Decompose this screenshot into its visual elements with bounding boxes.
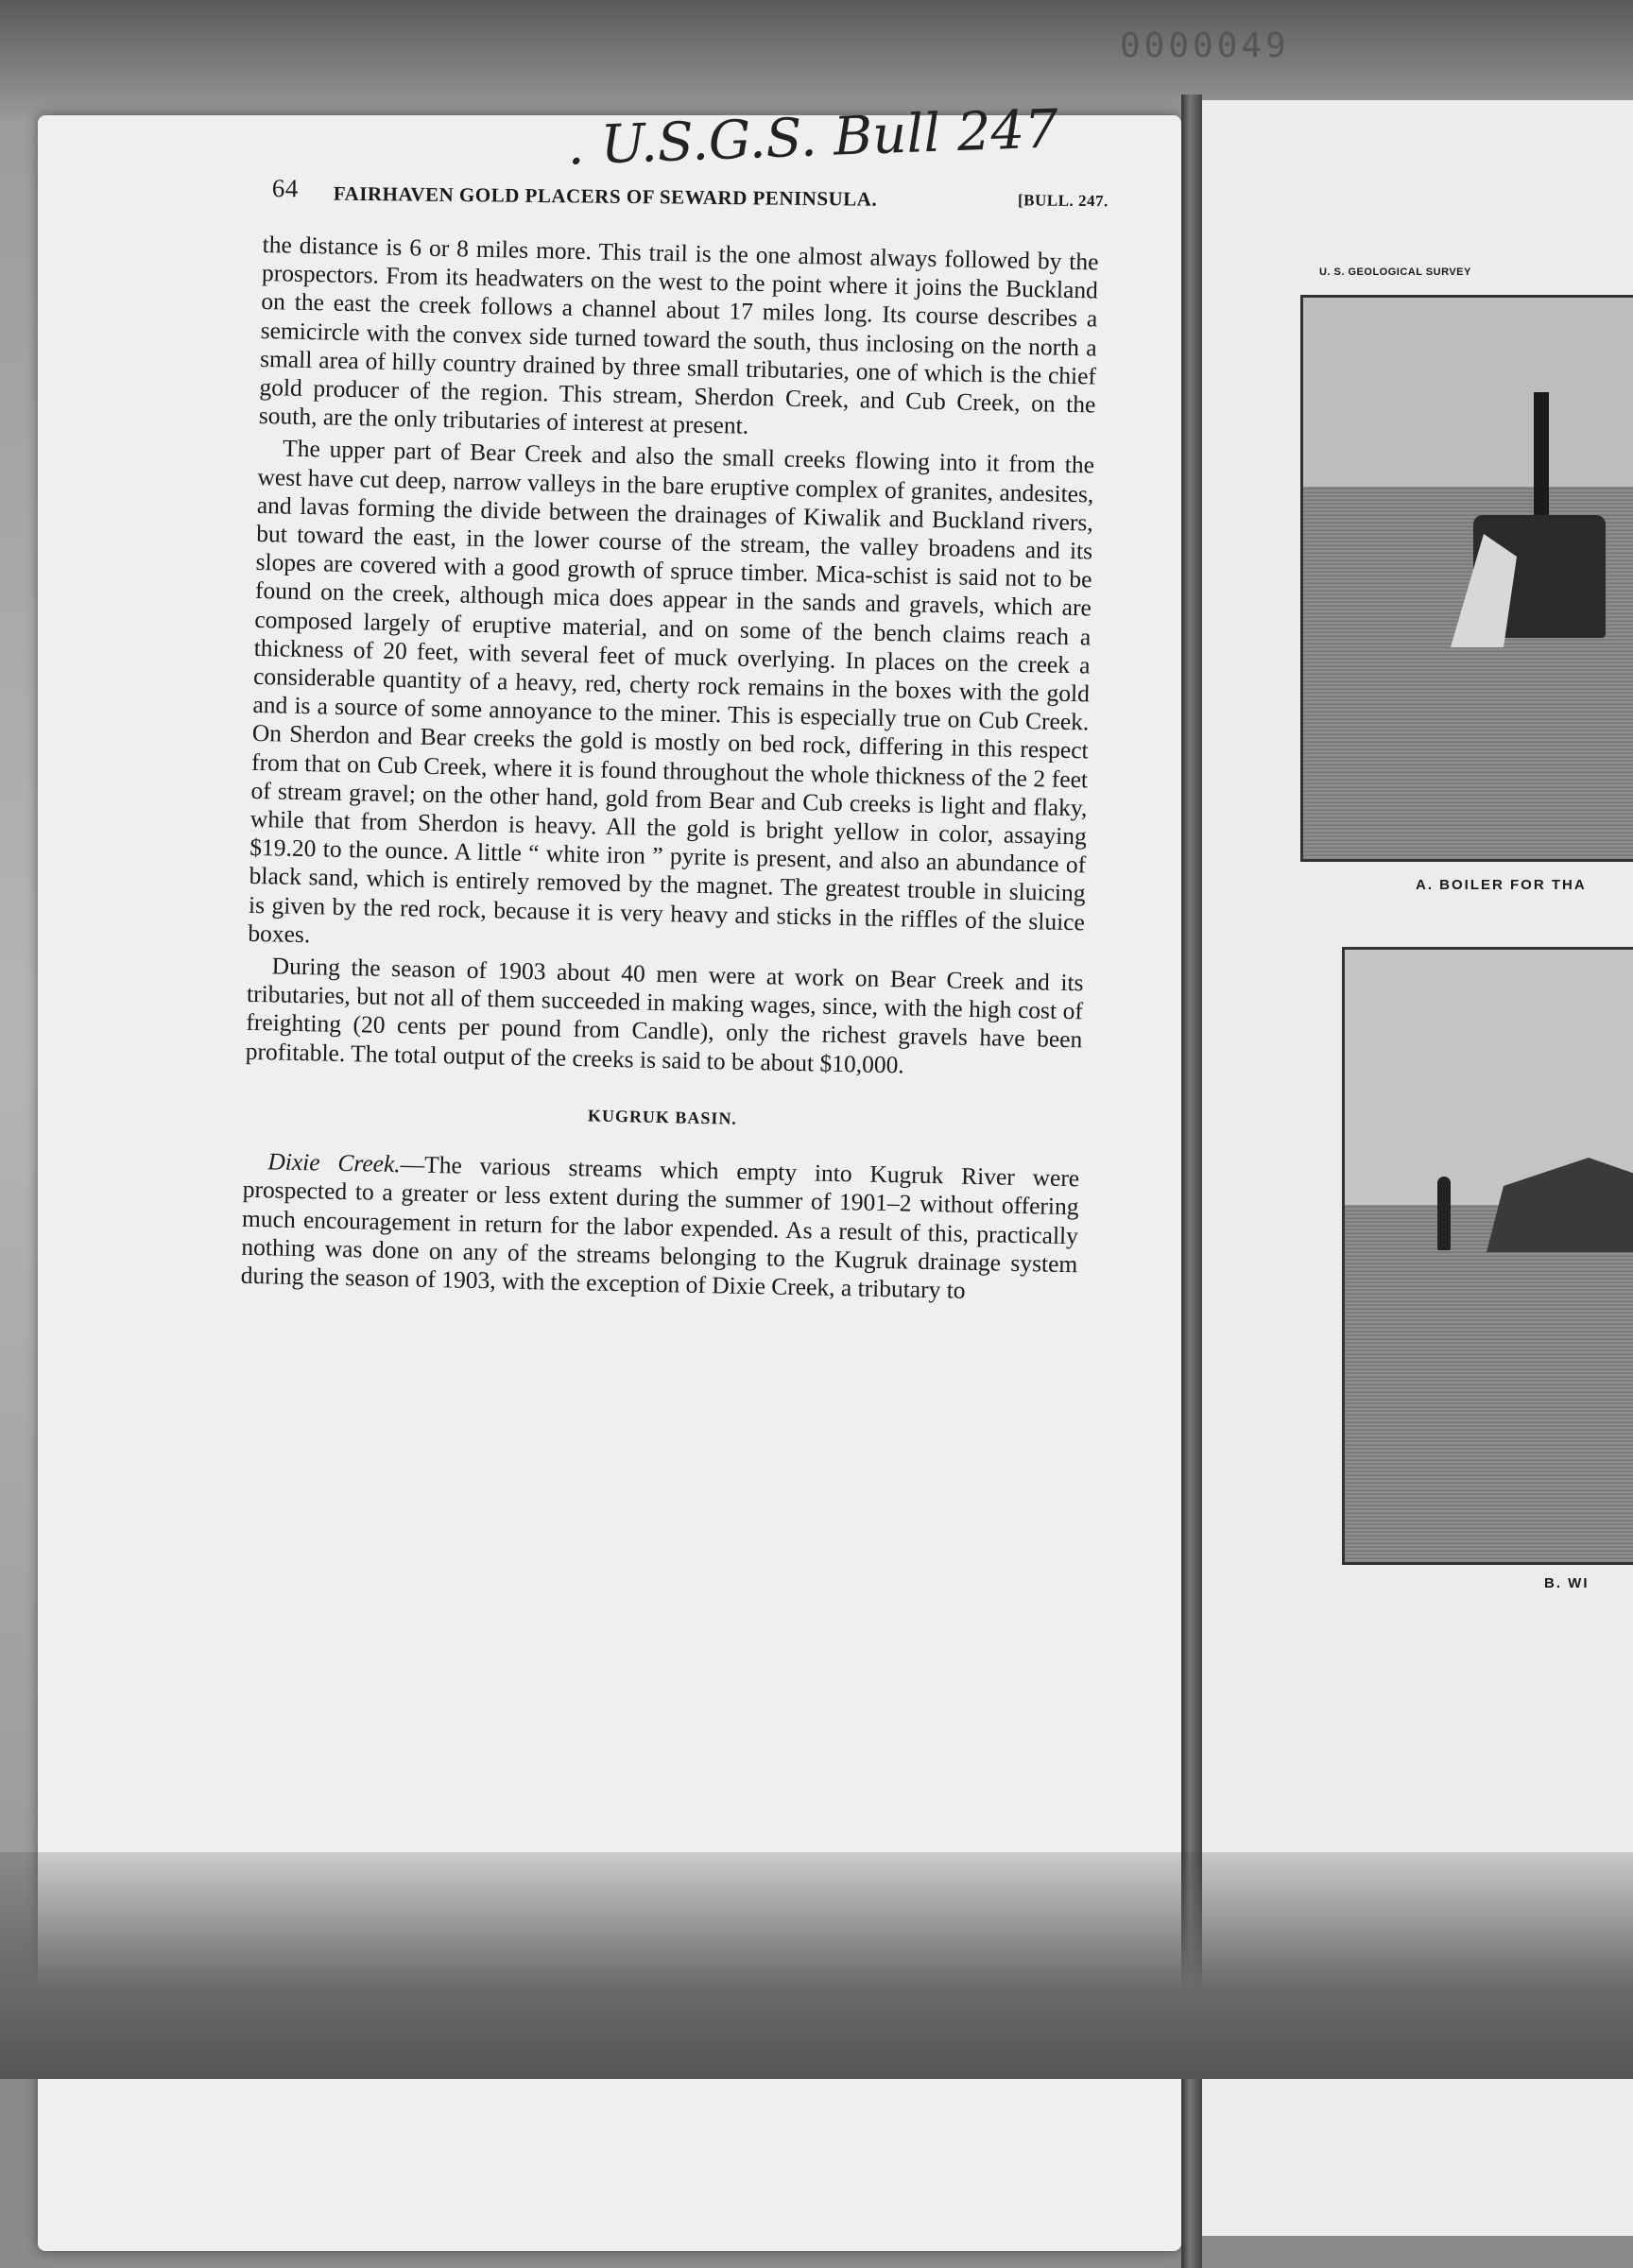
paragraph-text: —The various streams which empty into Kugruk River were prospected to a greater or less extent during the summer of 1901–2 without offering much encouragement in return for the labor expended. As a result of this, practically nothing was done on any of the streams belonging to the Kugruk drainage system during the season of 1903, with the exception of Dixie Creek, a tributary to	[240, 1150, 1080, 1304]
paragraph: the distance is 6 or 8 miles more. This trail is the one almost always followed by the prospectors. From its headwaters on the west to the point where it joins the Buckland on the east the creek follows a channel about 17 miles long. Its course describes a semicircle with the convex side turned toward the south, thus inclosing on the north a small area of hilly country drained by three small tributaries, one of which is the chief gold producer of the region. This stream, Sherdon Creek, and Cub Creek, on the south, are the only tributaries of interest at present.	[258, 231, 1099, 440]
paragraph: During the season of 1903 about 40 men were at work on Bear Creek and its tributaries, but not all of them succeeded in making wages, since, with the high cost of freighting (20 cents per pound from Candle), only the richest gravels have been profitable. The total output of the creeks is said to be about $10,000.	[245, 952, 1084, 1079]
running-title: FAIRHAVEN GOLD PLACERS OF SEWARD PENINSULA.	[333, 181, 878, 211]
boiler-smokestack	[1534, 392, 1549, 534]
plate-a-caption: A. BOILER FOR THA	[1416, 877, 1587, 893]
bulletin-reference: [BULL. 247.	[1017, 191, 1109, 211]
handwritten-annotation: . U.S.G.S. Bull 247	[566, 98, 1059, 178]
standing-figure	[1437, 1177, 1451, 1250]
plate-b-caption: B. WI	[1544, 1575, 1590, 1591]
page-number: 64	[271, 174, 300, 203]
paragraph: The upper part of Bear Creek and also the small creeks flowing into it from the west have cut deep, narrow valleys in the bare eruptive complex of granites, andesites, and lavas forming the divide between the drainages of Kiwalik and Buckland rivers, but toward the east, in the lower course of the stream, the valley broadens and its slopes are covered with a good growth of spruce timber. Mica-schist is said not to be found on the creek, although mica does appear in the sands and gravels, which are composed largely of eruptive material, and on some of the bench claims reach a thickness of 20 feet, with several feet of muck overlying. In places on the creek a considerable quantity of a heavy, red, cherty rock remains in the boxes with the gold and is a source of some annoyance to the miner. This is especially true on Cub Creek. On Sherdon and Bear creeks the gold is mostly on bed rock, differing in this respect from that on Cub Creek, where it is found throughout the whole thickness of the 2 feet of stream gravel; on the other hand, gold from Bear and Cub creeks is light and flaky, while that from Sherdon is heavy. All the gold is bright yellow in color, assaying $19.20 to the ounce. A little “ white iron ” pyrite is present, and also an abundance of black sand, which is entirely removed by the magnet. The greatest trouble in sluicing is given by the red rock, because it is very heavy and sticks in the riffles of the sluice boxes.	[248, 434, 1095, 949]
scan-bottom-shadow	[0, 1852, 1633, 2079]
section-heading: KUGRUK BASIN.	[587, 1106, 738, 1128]
plate-header: U. S. GEOLOGICAL SURVEY	[1319, 266, 1471, 278]
photo-plate-a	[1300, 295, 1633, 862]
run-in-title: Dixie Creek.	[267, 1147, 402, 1178]
body-text	[240, 231, 1098, 1311]
plate-a-sky	[1303, 298, 1633, 487]
paragraph-dixie-creek	[241, 1147, 1080, 1308]
scan-serial-number: 0000049	[1120, 26, 1290, 65]
photo-plate-b	[1342, 947, 1633, 1565]
